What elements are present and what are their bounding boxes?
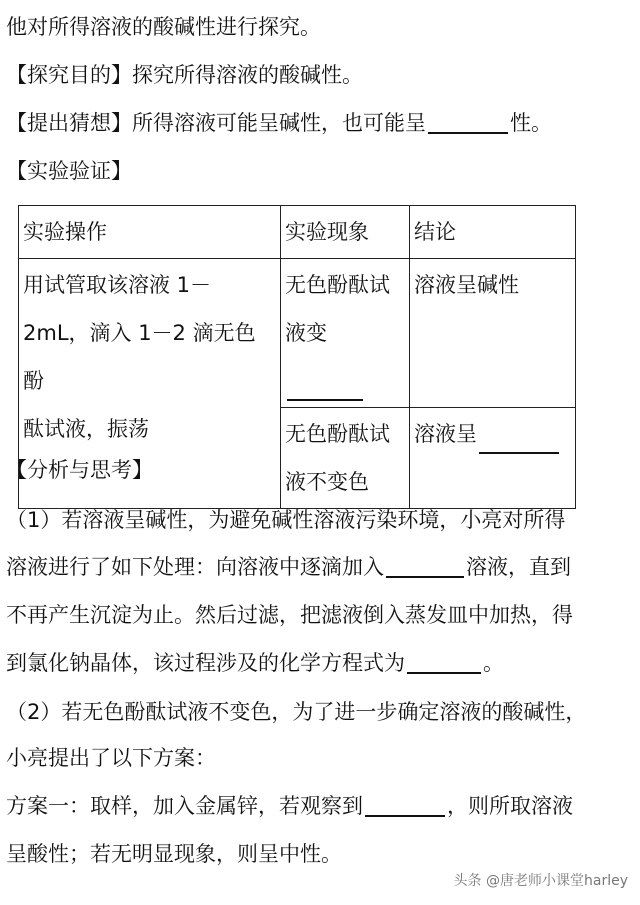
purpose-text: 【探究目的】探究所得溶液的酸碱性。 [6, 63, 363, 87]
q2-line-1: （2）若无色酚酞试液不变色，为了进一步确定溶液的酸碱性， [6, 700, 587, 724]
header-conclusion: 结论 [410, 206, 576, 259]
hypothesis-blank [428, 110, 508, 134]
operation-cell: 用试管取该溶液 1－ 2mL，滴入 1－2 滴无色酚 酞试液，振荡 [19, 259, 281, 509]
table-header-row [19, 206, 576, 259]
q1-equation-blank [407, 650, 481, 674]
q1-line-4: 到氯化钠晶体，该过程涉及的化学方程式为 。 [6, 651, 504, 675]
hypothesis-line: 【提出猜想】所得溶液可能呈碱性，也可能呈 性。 [6, 111, 552, 135]
plan1-line-1: 方案一：取样，加入金属锌，若观察到 ，则所取溶液 [6, 794, 573, 818]
q2-line-2: 小亮提出了以下方案： [6, 746, 216, 770]
header-operation: 实验操作 [19, 206, 281, 259]
q1-reagent-blank [386, 554, 464, 578]
phenomenon-blank [287, 377, 363, 401]
q1-line-1: （1）若溶液呈碱性，为避免碱性溶液污染环境，小亮对所得 [6, 508, 566, 532]
conclusion-cell: 溶液呈碱性 [410, 259, 576, 408]
watermark: 头条 @唐老师小课堂harley [453, 873, 628, 889]
analysis-heading: 【分析与思考】 [6, 458, 153, 482]
intro-text: 他对所得溶液的酸碱性进行探究。 [6, 15, 321, 39]
phenomenon-cell: 无色酚酞试 液变 [281, 259, 410, 408]
phenomenon-cell: 无色酚酞试 液不变色 [281, 408, 410, 509]
table-row [19, 259, 576, 408]
header-phenomenon: 实验现象 [281, 206, 410, 259]
q1-line-2: 溶液进行了如下处理：向溶液中逐滴加入 溶液，直到 [6, 555, 571, 579]
q1-line-3: 不再产生沉淀为止。然后过滤，把滤液倒入蒸发皿中加热，得 [6, 603, 573, 627]
conclusion-cell: 溶液呈 [410, 408, 576, 509]
verify-heading: 【实验验证】 [6, 159, 132, 183]
plan1-line-2: 呈酸性；若无明显现象，则呈中性。 [6, 842, 342, 866]
conclusion-blank [479, 430, 559, 454]
plan1-observation-blank [365, 793, 445, 817]
